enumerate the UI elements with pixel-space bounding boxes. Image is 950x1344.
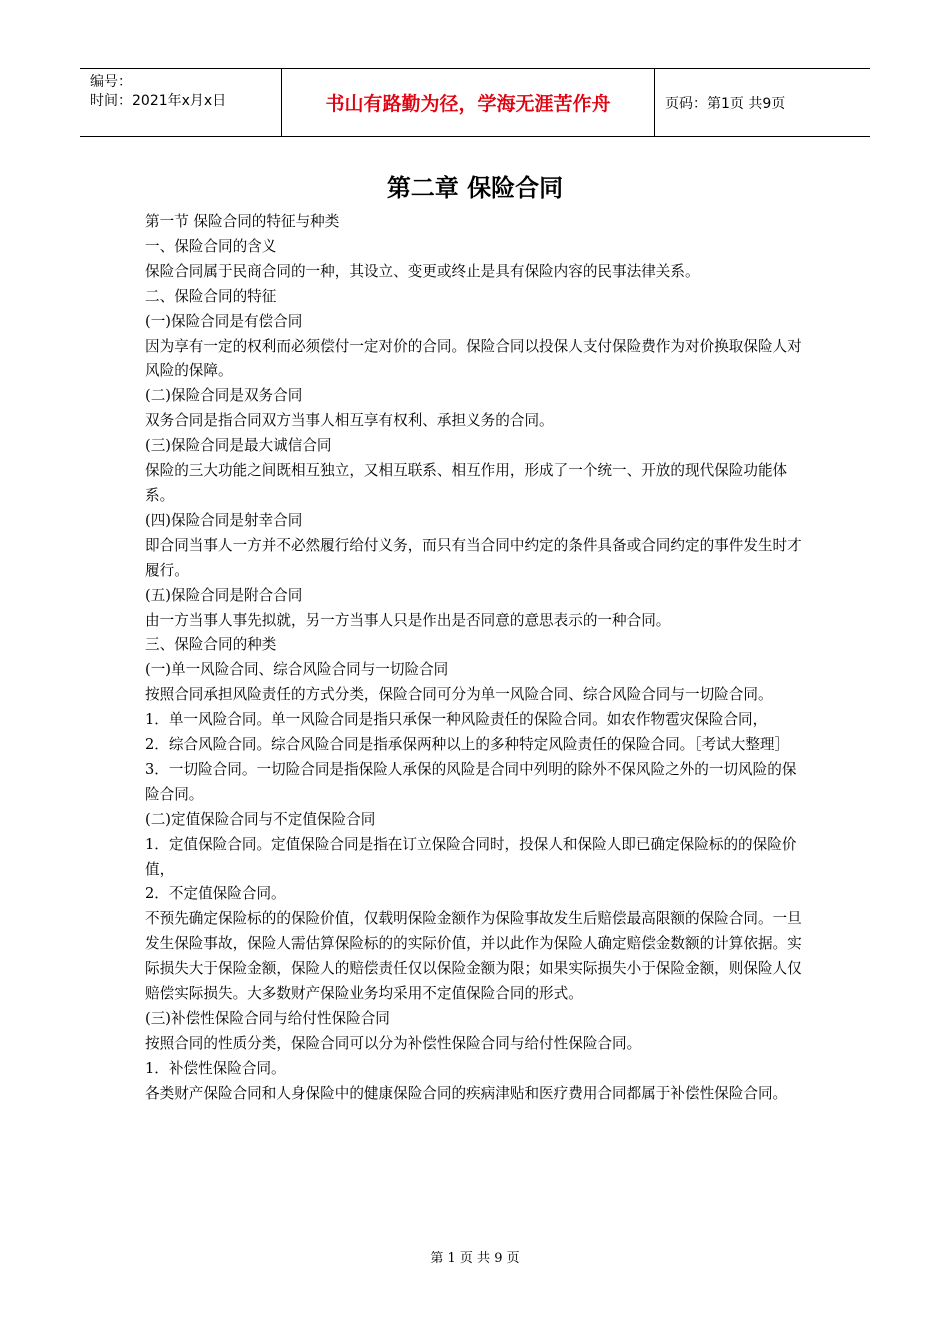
document-date: 时间：2021年x月x日 bbox=[90, 93, 227, 109]
header-motto: 书山有路勤为径，学海无涯苦作舟 bbox=[282, 69, 655, 136]
body-paragraph: 保险的三大功能之间既相互独立，又相互联系、相互作用，形成了一个统一、开放的现代保险功能体系。 bbox=[145, 462, 788, 504]
body-paragraph: 因为享有一定的权利而必须偿付一定对价的合同。保险合同以投保人支付保险费作为对价换取保险人对风险的保障。 bbox=[145, 337, 802, 380]
heading-level-2: (三)补偿性保险合同与给付性保险合同 bbox=[145, 1010, 390, 1027]
list-item: 1．单一风险合同。单一风险合同是指只承保一种风险责任的保险合同。如农作物雹灾保险合同， bbox=[145, 711, 768, 729]
heading-level-2: (二)定值保险合同与不定值保险合同 bbox=[145, 810, 376, 828]
heading-level-2: (五)保险合同是附合合同 bbox=[145, 586, 303, 604]
body-paragraph: 双务合同是指合同双方当事人相互享有权利、承担义务的合同。 bbox=[145, 412, 554, 430]
document-number-label: 编号： bbox=[90, 74, 132, 90]
heading-level-2: (三)保险合同是最大诚信合同 bbox=[145, 437, 332, 455]
page-footer: 第 1 页 共 9 页 bbox=[430, 1251, 520, 1266]
body-paragraph: 由一方当事人事先拟就，另一方当事人只是作出是否同意的意思表示的一种合同。 bbox=[145, 611, 671, 629]
heading-level-1: 二、保险合同的特征 bbox=[145, 287, 277, 305]
heading-level-2: (四)保险合同是射幸合同 bbox=[145, 511, 303, 529]
section-heading: 第一节 保险合同的特征与种类 bbox=[145, 213, 340, 230]
header-meta bbox=[80, 69, 282, 136]
header-page-code: 页码：第1页 共9页 bbox=[665, 95, 786, 112]
body-paragraph: 不预先确定保险标的的保险价值，仅载明保险金额作为保险事故发生后赔偿最高限额的保险合同。一旦发生保险事故，保险人需估算保险标的的实际价值，并以此作为保险人确定赔偿金数额的计算依据。实际损失大于保险金额，保险人的赔偿责任仅以保险金额为限；如果实际损失小于保险金额，则保险人仅赔偿实际损失。大多数财产保险业务均采用不定值保险合同的形式。 bbox=[145, 910, 802, 1003]
body-paragraph: 保险合同属于民商合同的一种，其设立、变更或终止是具有保险内容的民事法律关系。 bbox=[145, 262, 700, 280]
body-paragraph: 按照合同承担风险责任的方式分类，保险合同可分为单一风险合同、综合风险合同与一切险合同。 bbox=[145, 686, 773, 704]
page-header bbox=[80, 68, 870, 137]
body-paragraph: 按照合同的性质分类，保险合同可以分为补偿性保险合同与给付性保险合同。 bbox=[145, 1034, 642, 1052]
heading-level-1: 一、保险合同的含义 bbox=[145, 237, 277, 255]
list-item: 2．不定值保险合同。 bbox=[145, 885, 286, 903]
heading-level-2: (一)单一风险合同、综合风险合同与一切险合同 bbox=[145, 661, 449, 679]
body-paragraph: 即合同当事人一方并不必然履行给付义务，而只有当合同中约定的条件具备或合同约定的事件发生时才履行。 bbox=[145, 536, 802, 579]
list-item: 1．定值保险合同。定值保险合同是指在订立保险合同时，投保人和保险人即已确定保险标的的保险价值， bbox=[145, 835, 797, 878]
list-item: 2．综合风险合同。综合风险合同是指承保两种以上的多种特定风险责任的保险合同。［考试大整理］ bbox=[145, 736, 790, 754]
document-body bbox=[145, 210, 809, 1107]
heading-level-1: 三、保险合同的种类 bbox=[145, 636, 277, 654]
body-paragraph: 各类财产保险合同和人身保险中的健康保险合同的疾病津贴和医疗费用合同都属于补偿性保险合同。 bbox=[145, 1084, 788, 1102]
list-item: 1．补偿性保险合同。 bbox=[145, 1059, 286, 1077]
heading-level-2: (二)保险合同是双务合同 bbox=[145, 387, 303, 405]
list-item: 3．一切险合同。一切险合同是指保险人承保的风险是合同中列明的除外不保风险之外的一切风险的保险合同。 bbox=[145, 760, 797, 803]
chapter-title: 第二章 保险合同 bbox=[386, 174, 564, 202]
heading-level-2: (一)保险合同是有偿合同 bbox=[145, 312, 303, 330]
